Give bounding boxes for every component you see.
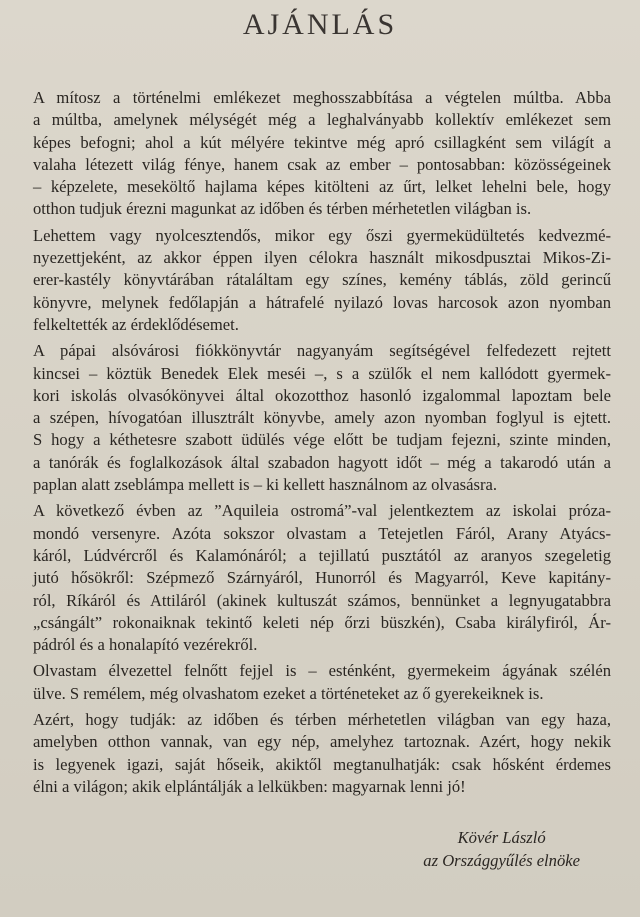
text-line: otthon tudjuk érezni magunkat az időben és térben mérhetetlen világban is.	[33, 199, 532, 219]
text-line: Olvastam élvezettel felnőtt fejjel is – esténként, gyermekeim ágyának szélén	[33, 661, 611, 681]
paragraph-5	[33, 660, 611, 705]
text-line: amelyben otthon vannak, van egy nép, amelyhez tartoznak. Azért, hogy nekik	[33, 732, 611, 752]
signature-name: Kövér László	[457, 828, 546, 847]
text-line: élni a világon; akik elplántálják a lelkükben: magyarnak lenni jó!	[33, 776, 466, 796]
paragraph-4	[33, 500, 611, 656]
text-line: a múltba, amelynek mélységét még a leghalványabb kollektív emlékezet sem	[33, 110, 611, 130]
paragraph-6	[33, 709, 611, 798]
signature-block	[423, 826, 580, 872]
page-title: AJÁNLÁS	[242, 8, 398, 41]
text-line: könyvre, melynek fedőlapján a hátrafelé nyilazó lovas harcosok azon nyomban	[33, 292, 611, 312]
text-line: jutó hősökről: Szépmező Szárnyáról, Hunorról és Magyarról, Keve kapitány-	[33, 568, 611, 588]
paragraph-3	[33, 340, 611, 496]
signature-role: az Országgyűlés elnöke	[423, 851, 580, 870]
paragraph-1	[33, 87, 611, 221]
paragraph-2	[33, 225, 611, 336]
text-line: a tanórák és foglalkozások által szabadon hagyott időt – még a takarodó után a	[33, 452, 611, 472]
text-line: A mítosz a történelmi emlékezet meghosszabbítása a végtelen múltba. Abba	[33, 88, 611, 107]
text-line: Azért, hogy tudják: az időben és térben mérhetetlen világban van egy haza,	[33, 710, 611, 730]
text-line: A következő évben az ”Aquileia ostromá”-val jelentkeztem az iskolai próza-	[33, 501, 611, 521]
text-line: pádról és a honalapító vezérekről.	[33, 635, 258, 655]
text-line: kincsei – köztük Benedek Elek meséi –, s a szülők el nem kallódott gyermek-	[33, 363, 611, 383]
text-line: paplan alatt zseblámpa mellett is – ki kellett használnom az olvasásra.	[33, 475, 498, 495]
text-line: kori iskolás olvasókönyvei által okozotthoz hasonló izgalommal lapoztam bele	[33, 385, 611, 405]
text-line: S hogy a kéthetesre szabott üdülés vége előtt be tudjam fejezni, szinte minden,	[33, 430, 611, 450]
body-text	[33, 87, 611, 802]
text-line: ról, Ríkáról és Attiláról (akinek kultuszát számos, bennünket a legnyugatabbra	[33, 590, 611, 610]
text-line: képes befogni; ahol a kút mélyére tekintve még apró csillagként sem világít a	[33, 132, 611, 152]
text-line: a szépen, hívogatóan illusztrált könyvbe, amely azon nyomban foglyul is ejtett.	[33, 408, 611, 428]
text-line: valaha létezett világ fénye, hanem csak az ember – pontosabban: közösségeinek	[33, 154, 611, 174]
text-line: Lehettem vagy nyolcesztendős, mikor egy őszi gyermeküdültetés kedvezmé-	[33, 225, 611, 245]
text-line: A pápai alsóvárosi fiókkönyvtár nagyanyám segítségével felfedezett rejtett	[33, 341, 611, 361]
text-line: felkeltették az érdeklődésemet.	[33, 314, 239, 334]
text-line: mondó versenyre. Azóta sokszor olvastam a Tetejetlen Fáról, Arany Atyács-	[33, 523, 611, 543]
text-line: is legyenek igazi, saját hőseik, akiktől megtanulhatják: csak hősként érdemes	[33, 754, 611, 774]
text-line: káról, Lúdvércről és Kalamónáról; a tejillatú pusztától az aranyos szegeletig	[33, 545, 611, 565]
text-line: „csángált” rokonaiknak tekintő keleti nép őrzi büszkén), Csaba királyfiról, Ár-	[33, 612, 611, 632]
text-line: erer-kastély könyvtárában rátaláltam egy színes, kemény táblás, zöld gerincű	[33, 270, 611, 290]
text-line: – képzelete, meseköltő hajlama képes kitölteni az űrt, lelket lehelni bele, hogy	[33, 177, 611, 197]
text-line: ülve. S remélem, még olvashatom ezeket a történeteket az ő gyerekeiknek is.	[33, 683, 544, 703]
text-line: nyezettjeként, az akkor éppen ilyen célokra használt mikosdpusztai Mikos-Zi-	[33, 248, 611, 268]
